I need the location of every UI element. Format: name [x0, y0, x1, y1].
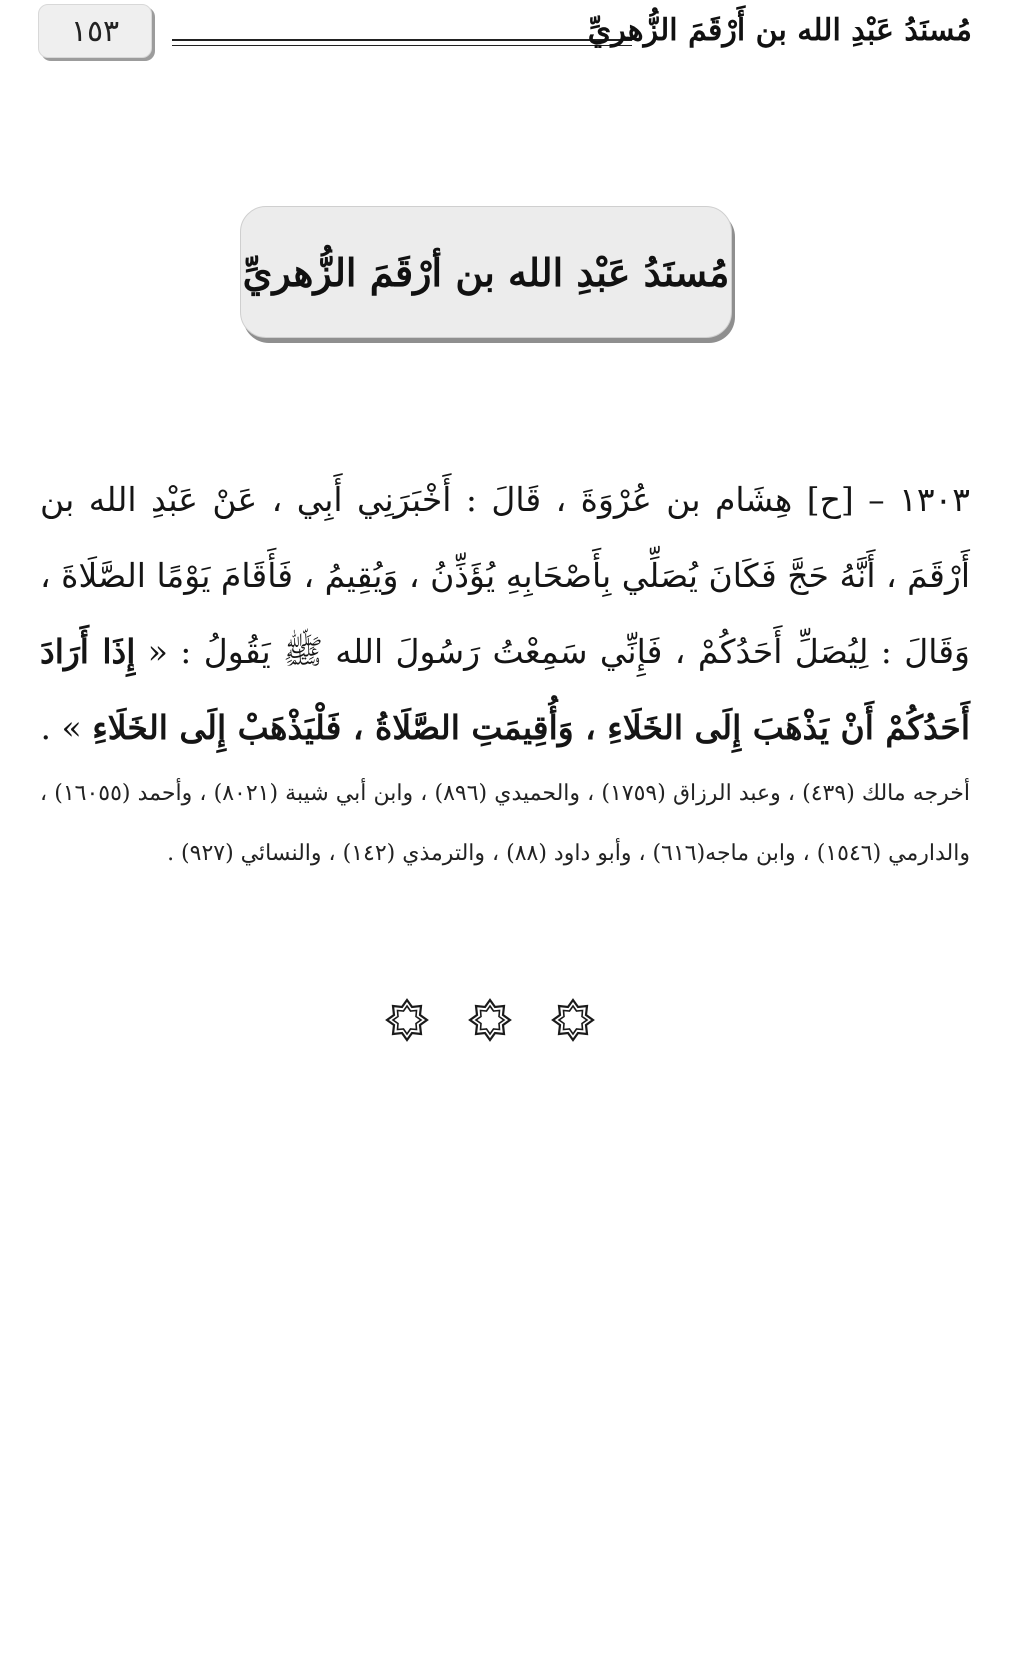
hadith-intro: – [ح] هِشَام بن عُرْوَةَ ، قَالَ : أَخْبَرَنِي أَبِي ، عَنْ عَبْدِ الله بن أَرْقَمَ ، أَنَّهُ حَجَّ فَكَانَ يُصَلِّي بِأَصْحَابِهِ يُؤَذِّنُ ، وَيُقِيمُ ، فَأَقَامَ يَوْمًا الصَّلَاةَ ، وَقَالَ : لِيُصَلِّ أَحَدُكُمْ ، فَإِنِّي سَمِعْتُ رَسُولَ الله ﷺ يَقُولُ : «	[40, 480, 970, 671]
star-ornament-icon	[468, 998, 512, 1042]
header-rule-thin	[172, 45, 632, 46]
page-header	[0, 0, 1010, 70]
page-number: ١٥٣	[38, 4, 152, 58]
star-ornament-icon	[385, 998, 429, 1042]
header-rule	[172, 39, 632, 41]
chapter-title: مُسنَدُ عَبْدِ الله بن أرْقَمَ الزُّهريِّ	[240, 206, 732, 338]
section-end-ornaments	[385, 995, 595, 1045]
hadith-text	[40, 462, 970, 766]
star-ornament-icon	[551, 998, 595, 1042]
hadith-closing: » .	[40, 708, 93, 747]
running-title: مُسنَدُ عَبْدِ الله بن أَرْقَمَ الزُّهريِّ	[587, 12, 972, 48]
hadith-number: ١٣٠٣	[899, 480, 970, 519]
hadith-quote: إِذَا أَرَادَ أَحَدُكُمْ أَنْ يَذْهَبَ إِلَى الخَلَاءِ ، وَأُقِيمَتِ الصَّلَاةُ ، فَلْيَذْهَبْ إِلَى الخَلَاءِ	[40, 632, 970, 747]
takhrij-footnote: أخرجه مالك (٤٣٩) ، وعبد الرزاق (١٧٥٩) ، والحميدي (٨٩٦) ، وابن أبي شيبة (٨٠٢١) ، وأحمد (١٦٠٥٥) ، والدارمي (١٥٤٦) ، وابن ماجه(٦١٦) ، وأبو داود (٨٨) ، والترمذي (١٤٢) ، والنسائي (٩٢٧) .	[40, 781, 971, 866]
